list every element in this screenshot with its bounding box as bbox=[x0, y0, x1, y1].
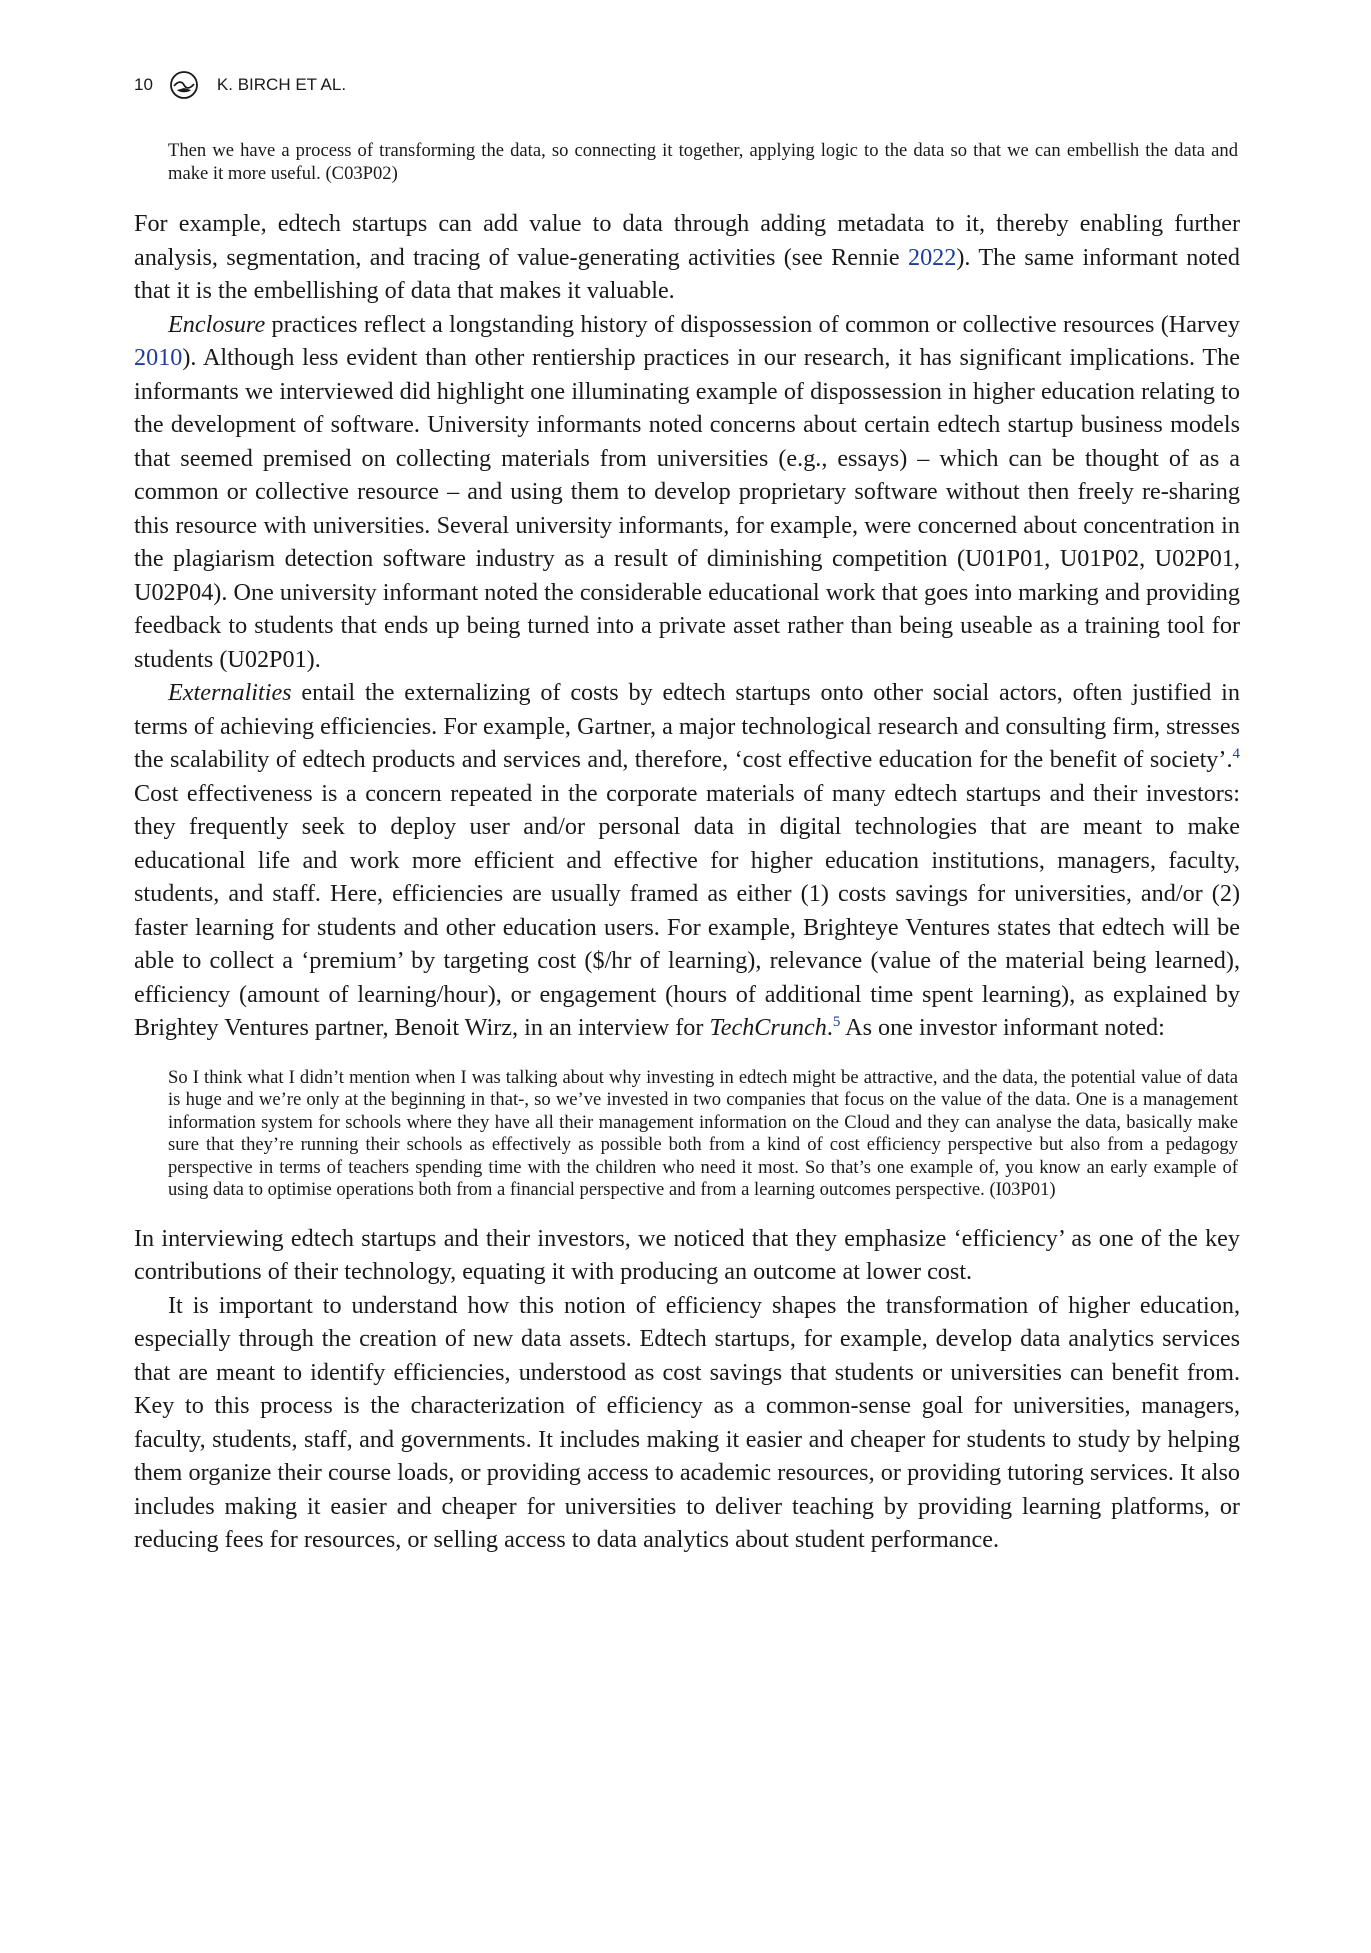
article-body bbox=[134, 140, 1240, 1557]
citation-link[interactable]: 2022 bbox=[907, 243, 957, 271]
emphasis-term: Externalities bbox=[168, 679, 292, 706]
source-title: TechCrunch bbox=[709, 1014, 827, 1041]
running-header bbox=[134, 70, 346, 100]
running-title: K. BIRCH ET AL. bbox=[216, 75, 347, 94]
publisher-logo-icon bbox=[169, 70, 199, 100]
emphasis-term: Enclosure bbox=[168, 310, 266, 338]
citation-link[interactable]: 2010 bbox=[134, 344, 183, 371]
paragraph: It is important to understand how this notion of efficiency shapes the transformation of higher education, especially through the creation of new data assets. Edtech startups, for example, develop data analytics services that are meant to identify efficiencies, understood as cost savings that students or universities can benefit from. Key to this process is the characterization of efficiency as a common-sense goal for universities, managers, faculty, students, staff, and governments. It includes making it easier and cheaper for students to study by helping them organize their course loads, or providing access to academic resources, or providing tutoring services. It also includes making it easier and cheaper for universities to deliver teaching by providing learning platforms, or reducing fees for resources, or selling access to data analytics about student performance. bbox=[134, 1291, 1240, 1553]
footnote-link[interactable]: 5 bbox=[832, 1013, 841, 1030]
paragraph: In interviewing edtech startups and their investors, we noticed that they emphasize ‘efficiency’ as one of the key contributions of their technology, equating it with producing an outcome at lower cost. bbox=[134, 1224, 1240, 1285]
paragraph: Enclosure practices reflect a longstanding history of dispossession of common or collective resources (Harvey 2010). Although less evident than other rentiership practices in our research, it has significant implications. The informants we interviewed did highlight one illuminating example of dispossession in higher education relating to the development of software. University informants noted concerns about certain edtech startup business models that seemed premised on collecting materials from universities (e.g., essays) – which can be thought of as a common or collective resource – and using them to develop proprietary software without then freely re-sharing this resource with universities. Several university informants, for example, were concerned about concentration in the plagiarism detection software industry as a result of diminishing competition (U01P01, U01P02, U02P01, U02P04). One university informant noted the considerable educational work that goes into marking and providing feedback to students that ends up being turned into a private asset rather than being useable as a training tool for students (U02P01). bbox=[134, 310, 1240, 673]
footnote-link[interactable]: 4 bbox=[1232, 745, 1240, 762]
page-number: 10 bbox=[134, 75, 153, 94]
paragraph: Externalities entail the externalizing of costs by edtech startups onto other social actors, often justified in terms of achieving efficiencies. For example, Gartner, a major technological research and consulting firm, stresses the scalability of edtech products and services and, therefore, ‘cost effective education for the benefit of society’.$^4$ Cost effectiveness is a concern repeated in the corporate materials of many edtech startups and their investors: they frequently seek to deploy user and/or personal data in digital technologies that are meant to make educational life and work more efficient and effective for higher education institutions, managers, faculty, students, and staff. Here, efficiencies are usually framed as either (1) costs savings for universities, and/or (2) faster learning for students and other education users. For example, Brighteye Ventures states that edtech will be able to collect a ‘premium’ by targeting cost ($/hr of learning), relevance (value of the material being learned), efficiency (amount of learning/hour), or engagement (hours of additional time spent learning), as explained by Brightey Ventures partner, Benoit Wirz, in an interview for TechCrunch.$^5$ As one investor informant noted: bbox=[134, 679, 1240, 1041]
block-quote: Then we have a process of transforming the data, so connecting it together, applying logic to the data so that we can embellish the data and make it more useful. (C03P02) bbox=[168, 140, 1238, 184]
paragraph: For example, edtech startups can add value to data through adding metadata to it, thereby enabling further analysis, segmentation, and tracing of value-generating activities (see Rennie 2022). The same informant noted that it is the embellishing of data that makes it valuable. bbox=[134, 210, 1240, 304]
block-quote: So I think what I didn’t mention when I was talking about why investing in edtech might be attractive, and the data, the potential value of data is huge and we’re only at the beginning in that-, so we’ve invested in two companies that focus on the value of the data. One is a management information system for schools where they have all their management information on the Cloud and they can analyse the data, basically make sure that they’re running their schools as effectively as possible both from a kind of cost efficiency perspective but also from a pedagogy perspective in terms of teachers spending time with the children who need it most. So that’s one example of, you know an early example of using data to optimise operations both from a financial perspective and from a learning outcomes perspective. (I03P01) bbox=[168, 1066, 1238, 1200]
